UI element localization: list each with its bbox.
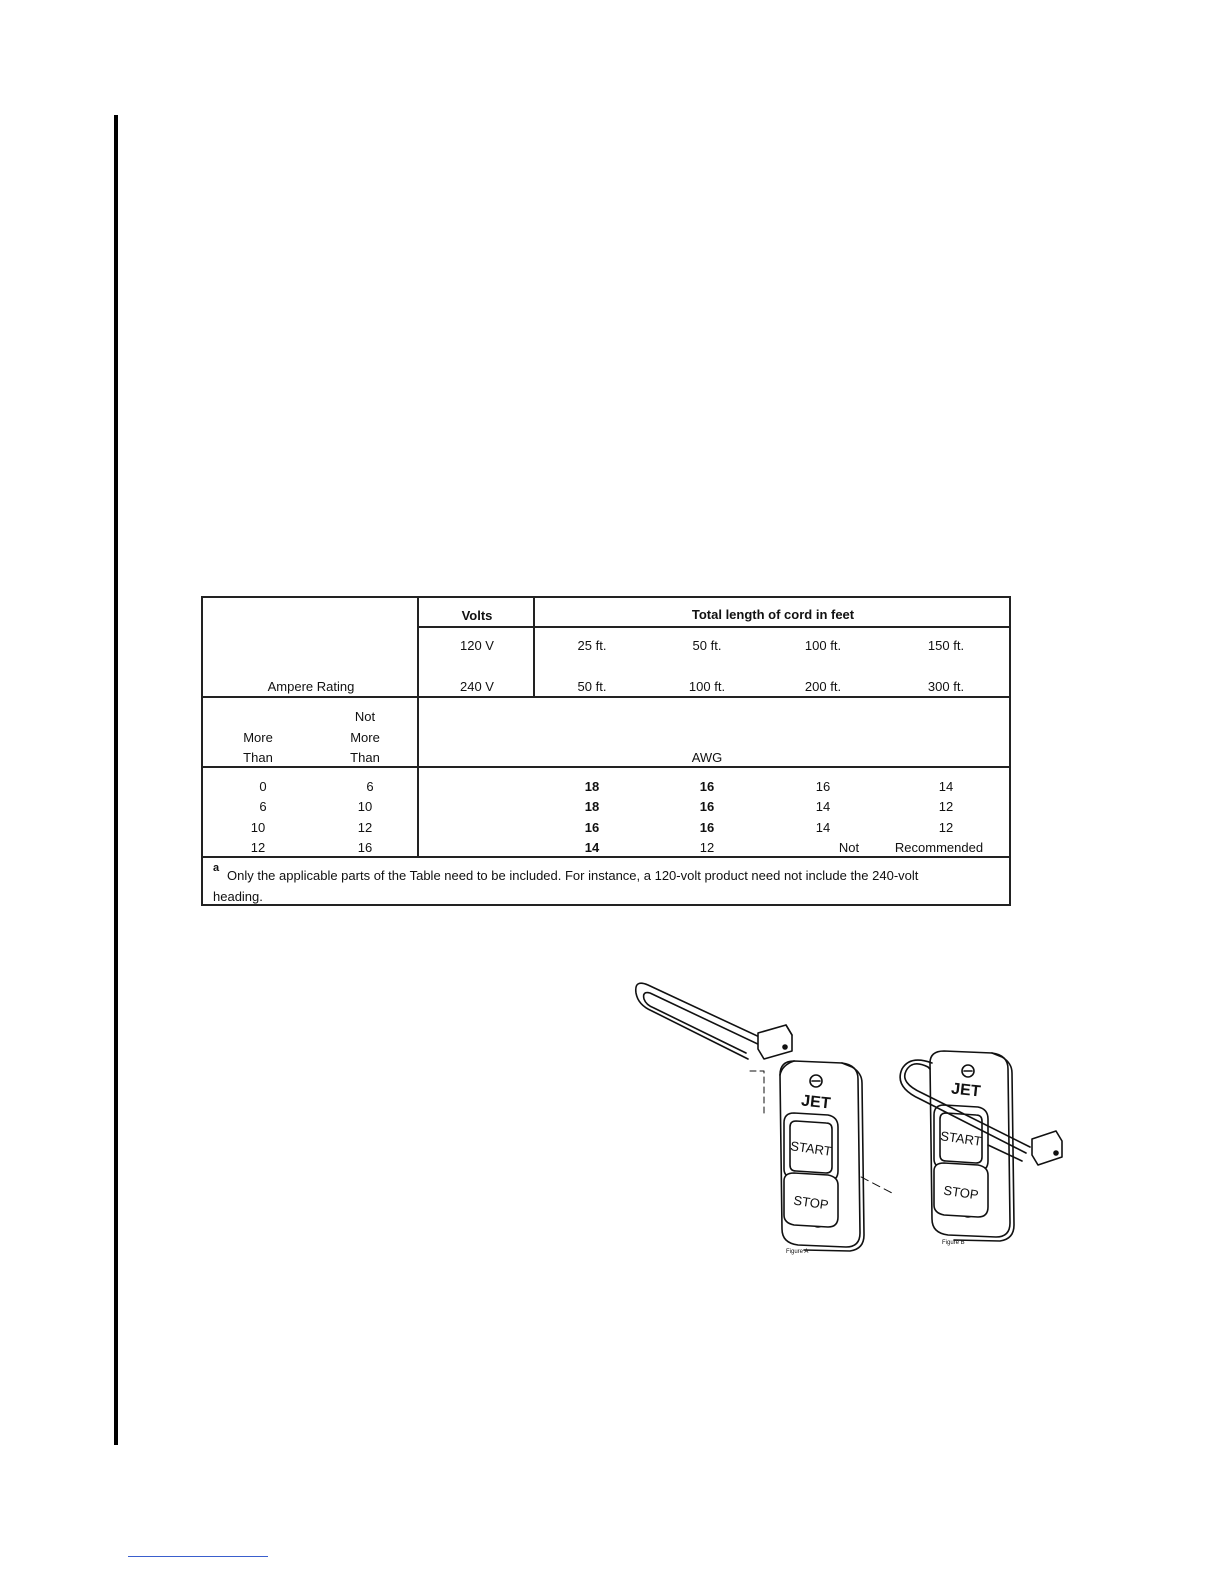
left-margin-rule <box>114 115 118 1445</box>
brand-logo-a: JET <box>800 1092 832 1113</box>
row4-awg2: 12 <box>699 840 715 855</box>
start-label-a: START <box>789 1138 833 1159</box>
volt-120: 120 V <box>460 638 494 653</box>
ampere-rating-label: Ampere Rating <box>267 679 355 694</box>
more-than-line2: Than <box>243 750 273 765</box>
length-120-3: 100 ft. <box>804 638 842 653</box>
row1-awg2: 16 <box>699 779 715 794</box>
row4-awg1: 14 <box>584 840 600 855</box>
figure-a-caption: Figure A <box>786 1249 809 1255</box>
footnote-line1: Only the applicable parts of the Table need to be included. For instance, a 120-volt product need not include the 240-volt <box>227 868 919 883</box>
footnote-separator <box>128 1556 268 1557</box>
row3-awg3: 14 <box>815 820 831 835</box>
row3-awg2: 16 <box>699 820 715 835</box>
length-120-4: 150 ft. <box>927 638 965 653</box>
length-240-3: 200 ft. <box>804 679 842 694</box>
start-label-b: START <box>939 1128 983 1149</box>
not-more-than-line3: Than <box>350 750 380 765</box>
row3-more: 10 <box>250 820 266 835</box>
awg-label: AWG <box>691 750 723 765</box>
not-more-than-line1: Not <box>354 709 376 724</box>
row1-awg4: 14 <box>938 779 954 794</box>
length-header: Total length of cord in feet <box>691 607 855 622</box>
extension-cord-table <box>201 596 1011 906</box>
volts-header: Volts <box>461 608 493 623</box>
footnote-mark: a <box>213 862 220 874</box>
more-than-line1: More <box>243 730 273 745</box>
brand-logo-b: JET <box>950 1080 982 1101</box>
not-more-than-line2: More <box>350 730 380 745</box>
length-240-4: 300 ft. <box>927 679 965 694</box>
row1-awg3: 16 <box>815 779 831 794</box>
row1-not-more: 6 <box>366 779 374 794</box>
row1-awg1: 18 <box>584 779 600 794</box>
length-120-2: 50 ft. <box>692 638 722 653</box>
row3-not-more: 12 <box>357 820 373 835</box>
stop-label-a: STOP <box>792 1192 830 1213</box>
volt-240: 240 V <box>460 679 494 694</box>
row2-more: 6 <box>259 799 267 814</box>
row4-awg3: Not <box>838 840 860 855</box>
switch-lock-illustration <box>630 975 1070 1265</box>
row2-awg2: 16 <box>699 799 715 814</box>
row4-more: 12 <box>250 840 266 855</box>
row3-awg1: 16 <box>584 820 600 835</box>
footnote-line2: heading. <box>213 889 263 904</box>
row3-awg4: 12 <box>938 820 954 835</box>
stop-label-b: STOP <box>942 1182 980 1203</box>
length-240-2: 100 ft. <box>688 679 726 694</box>
row4-not-more: 16 <box>357 840 373 855</box>
row2-awg1: 18 <box>584 799 600 814</box>
figure-b-caption: Figure B <box>942 1240 965 1246</box>
row2-awg3: 14 <box>815 799 831 814</box>
row2-not-more: 10 <box>357 799 373 814</box>
length-120-1: 25 ft. <box>577 638 607 653</box>
row2-awg4: 12 <box>938 799 954 814</box>
row1-more: 0 <box>259 779 267 794</box>
row4-awg4: Recommended <box>894 840 984 855</box>
length-240-1: 50 ft. <box>577 679 607 694</box>
switch-lock-drawing <box>630 975 1070 1265</box>
